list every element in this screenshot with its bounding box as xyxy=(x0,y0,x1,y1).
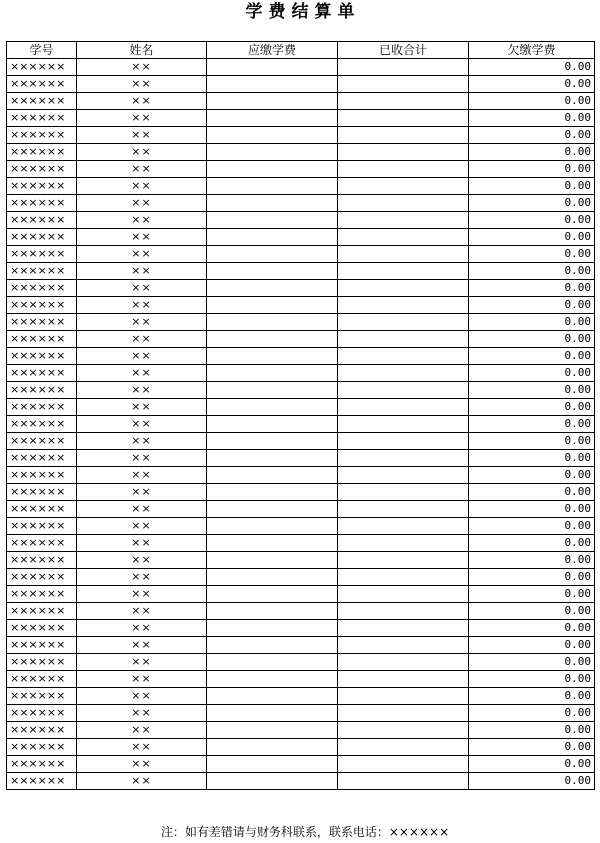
table-row xyxy=(7,586,595,603)
cell-tuition-due xyxy=(207,484,338,501)
cell-name: ×× xyxy=(77,110,207,127)
table-row xyxy=(7,144,595,161)
cell-student-id: ×××××× xyxy=(7,450,77,467)
table-row xyxy=(7,552,595,569)
cell-student-id: ×××××× xyxy=(7,110,77,127)
cell-tuition-due xyxy=(207,246,338,263)
cell-tuition-due xyxy=(207,501,338,518)
table-row xyxy=(7,535,595,552)
cell-student-id: ×××××× xyxy=(7,620,77,637)
table-row xyxy=(7,246,595,263)
table-row xyxy=(7,331,595,348)
cell-name: ×× xyxy=(77,76,207,93)
cell-total-received xyxy=(338,739,469,756)
cell-student-id: ×××××× xyxy=(7,637,77,654)
cell-tuition-due xyxy=(207,127,338,144)
cell-total-received xyxy=(338,654,469,671)
cell-name: ×× xyxy=(77,739,207,756)
cell-name: ×× xyxy=(77,756,207,773)
cell-student-id: ×××××× xyxy=(7,433,77,450)
cell-tuition-due xyxy=(207,331,338,348)
cell-name: ×× xyxy=(77,433,207,450)
cell-name: ×× xyxy=(77,569,207,586)
table-body xyxy=(7,59,595,790)
cell-tuition-owed: 0.00 xyxy=(469,722,595,739)
cell-tuition-due xyxy=(207,348,338,365)
cell-total-received xyxy=(338,246,469,263)
cell-name: ×× xyxy=(77,382,207,399)
cell-student-id: ×××××× xyxy=(7,365,77,382)
cell-student-id: ×××××× xyxy=(7,212,77,229)
cell-name: ×× xyxy=(77,501,207,518)
table-row xyxy=(7,484,595,501)
cell-tuition-owed: 0.00 xyxy=(469,178,595,195)
cell-tuition-due xyxy=(207,144,338,161)
cell-total-received xyxy=(338,552,469,569)
cell-student-id: ×××××× xyxy=(7,756,77,773)
cell-tuition-owed: 0.00 xyxy=(469,756,595,773)
cell-name: ×× xyxy=(77,246,207,263)
cell-student-id: ×××××× xyxy=(7,144,77,161)
cell-name: ×× xyxy=(77,450,207,467)
cell-student-id: ×××××× xyxy=(7,603,77,620)
cell-total-received xyxy=(338,705,469,722)
cell-student-id: ×××××× xyxy=(7,739,77,756)
cell-tuition-due xyxy=(207,280,338,297)
cell-total-received xyxy=(338,671,469,688)
cell-tuition-due xyxy=(207,739,338,756)
cell-tuition-due xyxy=(207,263,338,280)
cell-tuition-due xyxy=(207,603,338,620)
table-row xyxy=(7,365,595,382)
cell-tuition-due xyxy=(207,365,338,382)
cell-tuition-due xyxy=(207,620,338,637)
cell-name: ×× xyxy=(77,280,207,297)
cell-name: ×× xyxy=(77,331,207,348)
cell-total-received xyxy=(338,382,469,399)
table-row xyxy=(7,654,595,671)
cell-total-received xyxy=(338,59,469,76)
cell-tuition-owed: 0.00 xyxy=(469,620,595,637)
cell-tuition-owed: 0.00 xyxy=(469,637,595,654)
table-row xyxy=(7,569,595,586)
cell-total-received xyxy=(338,603,469,620)
cell-tuition-owed: 0.00 xyxy=(469,144,595,161)
cell-tuition-due xyxy=(207,416,338,433)
cell-name: ×× xyxy=(77,688,207,705)
cell-total-received xyxy=(338,297,469,314)
cell-student-id: ×××××× xyxy=(7,246,77,263)
cell-tuition-due xyxy=(207,110,338,127)
table-row xyxy=(7,76,595,93)
cell-student-id: ×××××× xyxy=(7,688,77,705)
table-row xyxy=(7,773,595,790)
cell-student-id: ×××××× xyxy=(7,331,77,348)
table-row xyxy=(7,603,595,620)
cell-tuition-due xyxy=(207,705,338,722)
table-row xyxy=(7,671,595,688)
cell-total-received xyxy=(338,178,469,195)
table-row xyxy=(7,399,595,416)
cell-student-id: ×××××× xyxy=(7,518,77,535)
cell-tuition-due xyxy=(207,450,338,467)
cell-tuition-owed: 0.00 xyxy=(469,127,595,144)
cell-tuition-due xyxy=(207,382,338,399)
table-row xyxy=(7,722,595,739)
table-row xyxy=(7,382,595,399)
cell-student-id: ×××××× xyxy=(7,280,77,297)
cell-tuition-due xyxy=(207,59,338,76)
table-row xyxy=(7,127,595,144)
cell-name: ×× xyxy=(77,416,207,433)
cell-tuition-owed: 0.00 xyxy=(469,433,595,450)
cell-tuition-owed: 0.00 xyxy=(469,161,595,178)
cell-tuition-owed: 0.00 xyxy=(469,229,595,246)
cell-name: ×× xyxy=(77,314,207,331)
cell-tuition-owed: 0.00 xyxy=(469,212,595,229)
cell-total-received xyxy=(338,756,469,773)
cell-student-id: ×××××× xyxy=(7,467,77,484)
table-row xyxy=(7,518,595,535)
table-row xyxy=(7,280,595,297)
cell-total-received xyxy=(338,365,469,382)
cell-tuition-due xyxy=(207,467,338,484)
cell-tuition-owed: 0.00 xyxy=(469,654,595,671)
cell-student-id: ×××××× xyxy=(7,178,77,195)
cell-tuition-due xyxy=(207,552,338,569)
header-name: 姓名 xyxy=(77,42,207,59)
header-row xyxy=(7,42,595,59)
cell-total-received xyxy=(338,348,469,365)
cell-student-id: ×××××× xyxy=(7,552,77,569)
cell-student-id: ×××××× xyxy=(7,569,77,586)
cell-tuition-due xyxy=(207,76,338,93)
cell-student-id: ×××××× xyxy=(7,586,77,603)
cell-total-received xyxy=(338,620,469,637)
cell-name: ×× xyxy=(77,654,207,671)
cell-tuition-due xyxy=(207,212,338,229)
cell-student-id: ×××××× xyxy=(7,382,77,399)
table-row xyxy=(7,229,595,246)
cell-total-received xyxy=(338,195,469,212)
cell-name: ×× xyxy=(77,773,207,790)
cell-tuition-due xyxy=(207,433,338,450)
table-row xyxy=(7,212,595,229)
cell-name: ×× xyxy=(77,178,207,195)
cell-tuition-due xyxy=(207,518,338,535)
cell-name: ×× xyxy=(77,365,207,382)
cell-name: ×× xyxy=(77,467,207,484)
cell-total-received xyxy=(338,93,469,110)
cell-tuition-due xyxy=(207,314,338,331)
cell-tuition-owed: 0.00 xyxy=(469,195,595,212)
table-row xyxy=(7,110,595,127)
cell-total-received xyxy=(338,535,469,552)
cell-name: ×× xyxy=(77,722,207,739)
cell-total-received xyxy=(338,331,469,348)
table-header xyxy=(7,42,595,59)
cell-name: ×× xyxy=(77,144,207,161)
cell-name: ×× xyxy=(77,399,207,416)
cell-student-id: ×××××× xyxy=(7,535,77,552)
cell-tuition-owed: 0.00 xyxy=(469,535,595,552)
cell-student-id: ×××××× xyxy=(7,348,77,365)
cell-total-received xyxy=(338,314,469,331)
cell-name: ×× xyxy=(77,705,207,722)
cell-student-id: ×××××× xyxy=(7,161,77,178)
cell-student-id: ×××××× xyxy=(7,263,77,280)
cell-tuition-due xyxy=(207,637,338,654)
cell-tuition-due xyxy=(207,671,338,688)
cell-tuition-owed: 0.00 xyxy=(469,416,595,433)
table-row xyxy=(7,433,595,450)
cell-tuition-owed: 0.00 xyxy=(469,280,595,297)
table-row xyxy=(7,756,595,773)
table-row xyxy=(7,416,595,433)
cell-total-received xyxy=(338,450,469,467)
document-title: 学费结算单 xyxy=(245,2,361,22)
table-row xyxy=(7,93,595,110)
cell-tuition-owed: 0.00 xyxy=(469,671,595,688)
cell-tuition-owed: 0.00 xyxy=(469,331,595,348)
table-row xyxy=(7,59,595,76)
cell-tuition-owed: 0.00 xyxy=(469,246,595,263)
cell-total-received xyxy=(338,586,469,603)
table-row xyxy=(7,178,595,195)
cell-tuition-owed: 0.00 xyxy=(469,314,595,331)
cell-student-id: ×××××× xyxy=(7,654,77,671)
table-row xyxy=(7,348,595,365)
table-row xyxy=(7,314,595,331)
cell-name: ×× xyxy=(77,263,207,280)
table-row xyxy=(7,467,595,484)
cell-total-received xyxy=(338,416,469,433)
cell-name: ×× xyxy=(77,212,207,229)
cell-name: ×× xyxy=(77,552,207,569)
cell-tuition-due xyxy=(207,195,338,212)
header-tuition-due: 应缴学费 xyxy=(207,42,338,59)
footer-note: 注：如有差错请与财务科联系，联系电话：×××××× xyxy=(160,825,450,839)
cell-total-received xyxy=(338,467,469,484)
cell-total-received xyxy=(338,76,469,93)
cell-student-id: ×××××× xyxy=(7,59,77,76)
cell-tuition-owed: 0.00 xyxy=(469,518,595,535)
cell-tuition-due xyxy=(207,688,338,705)
cell-total-received xyxy=(338,263,469,280)
cell-student-id: ×××××× xyxy=(7,722,77,739)
cell-name: ×× xyxy=(77,127,207,144)
cell-total-received xyxy=(338,144,469,161)
table-row xyxy=(7,620,595,637)
cell-tuition-due xyxy=(207,178,338,195)
cell-tuition-owed: 0.00 xyxy=(469,739,595,756)
cell-tuition-owed: 0.00 xyxy=(469,705,595,722)
cell-tuition-due xyxy=(207,756,338,773)
cell-tuition-due xyxy=(207,722,338,739)
cell-name: ×× xyxy=(77,637,207,654)
cell-tuition-owed: 0.00 xyxy=(469,569,595,586)
cell-tuition-owed: 0.00 xyxy=(469,348,595,365)
cell-tuition-due xyxy=(207,654,338,671)
table-row xyxy=(7,263,595,280)
cell-total-received xyxy=(338,637,469,654)
cell-name: ×× xyxy=(77,603,207,620)
cell-tuition-due xyxy=(207,297,338,314)
cell-total-received xyxy=(338,110,469,127)
cell-student-id: ×××××× xyxy=(7,705,77,722)
cell-name: ×× xyxy=(77,484,207,501)
cell-name: ×× xyxy=(77,59,207,76)
cell-tuition-owed: 0.00 xyxy=(469,76,595,93)
fee-settlement-table xyxy=(6,41,595,790)
cell-total-received xyxy=(338,773,469,790)
table-row xyxy=(7,161,595,178)
cell-student-id: ×××××× xyxy=(7,416,77,433)
cell-tuition-due xyxy=(207,773,338,790)
cell-tuition-due xyxy=(207,586,338,603)
cell-tuition-owed: 0.00 xyxy=(469,467,595,484)
cell-total-received xyxy=(338,127,469,144)
cell-tuition-owed: 0.00 xyxy=(469,603,595,620)
header-total-received: 已收合计 xyxy=(338,42,469,59)
cell-student-id: ×××××× xyxy=(7,671,77,688)
cell-name: ×× xyxy=(77,671,207,688)
cell-tuition-owed: 0.00 xyxy=(469,484,595,501)
cell-student-id: ×××××× xyxy=(7,399,77,416)
table-row xyxy=(7,688,595,705)
cell-tuition-due xyxy=(207,161,338,178)
table-row xyxy=(7,501,595,518)
cell-name: ×× xyxy=(77,586,207,603)
cell-total-received xyxy=(338,518,469,535)
cell-name: ×× xyxy=(77,620,207,637)
cell-student-id: ×××××× xyxy=(7,195,77,212)
cell-tuition-owed: 0.00 xyxy=(469,586,595,603)
cell-total-received xyxy=(338,433,469,450)
cell-name: ×× xyxy=(77,348,207,365)
cell-student-id: ×××××× xyxy=(7,773,77,790)
cell-total-received xyxy=(338,569,469,586)
cell-tuition-owed: 0.00 xyxy=(469,382,595,399)
cell-tuition-due xyxy=(207,229,338,246)
cell-tuition-due xyxy=(207,399,338,416)
cell-tuition-owed: 0.00 xyxy=(469,688,595,705)
cell-name: ×× xyxy=(77,535,207,552)
cell-tuition-owed: 0.00 xyxy=(469,93,595,110)
cell-student-id: ×××××× xyxy=(7,484,77,501)
cell-student-id: ×××××× xyxy=(7,76,77,93)
cell-student-id: ×××××× xyxy=(7,229,77,246)
table-row xyxy=(7,705,595,722)
cell-student-id: ×××××× xyxy=(7,314,77,331)
cell-name: ×× xyxy=(77,297,207,314)
cell-tuition-owed: 0.00 xyxy=(469,297,595,314)
header-student-id: 学号 xyxy=(7,42,77,59)
cell-total-received xyxy=(338,722,469,739)
cell-total-received xyxy=(338,484,469,501)
table-row xyxy=(7,739,595,756)
cell-tuition-owed: 0.00 xyxy=(469,501,595,518)
cell-name: ×× xyxy=(77,93,207,110)
table-row xyxy=(7,450,595,467)
cell-tuition-due xyxy=(207,535,338,552)
header-tuition-owed: 欠缴学费 xyxy=(469,42,595,59)
cell-student-id: ×××××× xyxy=(7,297,77,314)
cell-tuition-owed: 0.00 xyxy=(469,552,595,569)
table-row xyxy=(7,297,595,314)
table-row xyxy=(7,195,595,212)
cell-total-received xyxy=(338,229,469,246)
cell-total-received xyxy=(338,161,469,178)
cell-student-id: ×××××× xyxy=(7,501,77,518)
cell-tuition-owed: 0.00 xyxy=(469,450,595,467)
cell-total-received xyxy=(338,501,469,518)
cell-tuition-owed: 0.00 xyxy=(469,263,595,280)
cell-tuition-owed: 0.00 xyxy=(469,110,595,127)
cell-student-id: ×××××× xyxy=(7,93,77,110)
cell-name: ×× xyxy=(77,161,207,178)
cell-tuition-due xyxy=(207,569,338,586)
cell-tuition-owed: 0.00 xyxy=(469,365,595,382)
cell-name: ×× xyxy=(77,195,207,212)
cell-total-received xyxy=(338,399,469,416)
cell-total-received xyxy=(338,688,469,705)
cell-tuition-owed: 0.00 xyxy=(469,399,595,416)
cell-total-received xyxy=(338,212,469,229)
cell-total-received xyxy=(338,280,469,297)
cell-tuition-owed: 0.00 xyxy=(469,59,595,76)
cell-tuition-due xyxy=(207,93,338,110)
cell-name: ×× xyxy=(77,518,207,535)
cell-name: ×× xyxy=(77,229,207,246)
cell-student-id: ×××××× xyxy=(7,127,77,144)
table-row xyxy=(7,637,595,654)
cell-tuition-owed: 0.00 xyxy=(469,773,595,790)
